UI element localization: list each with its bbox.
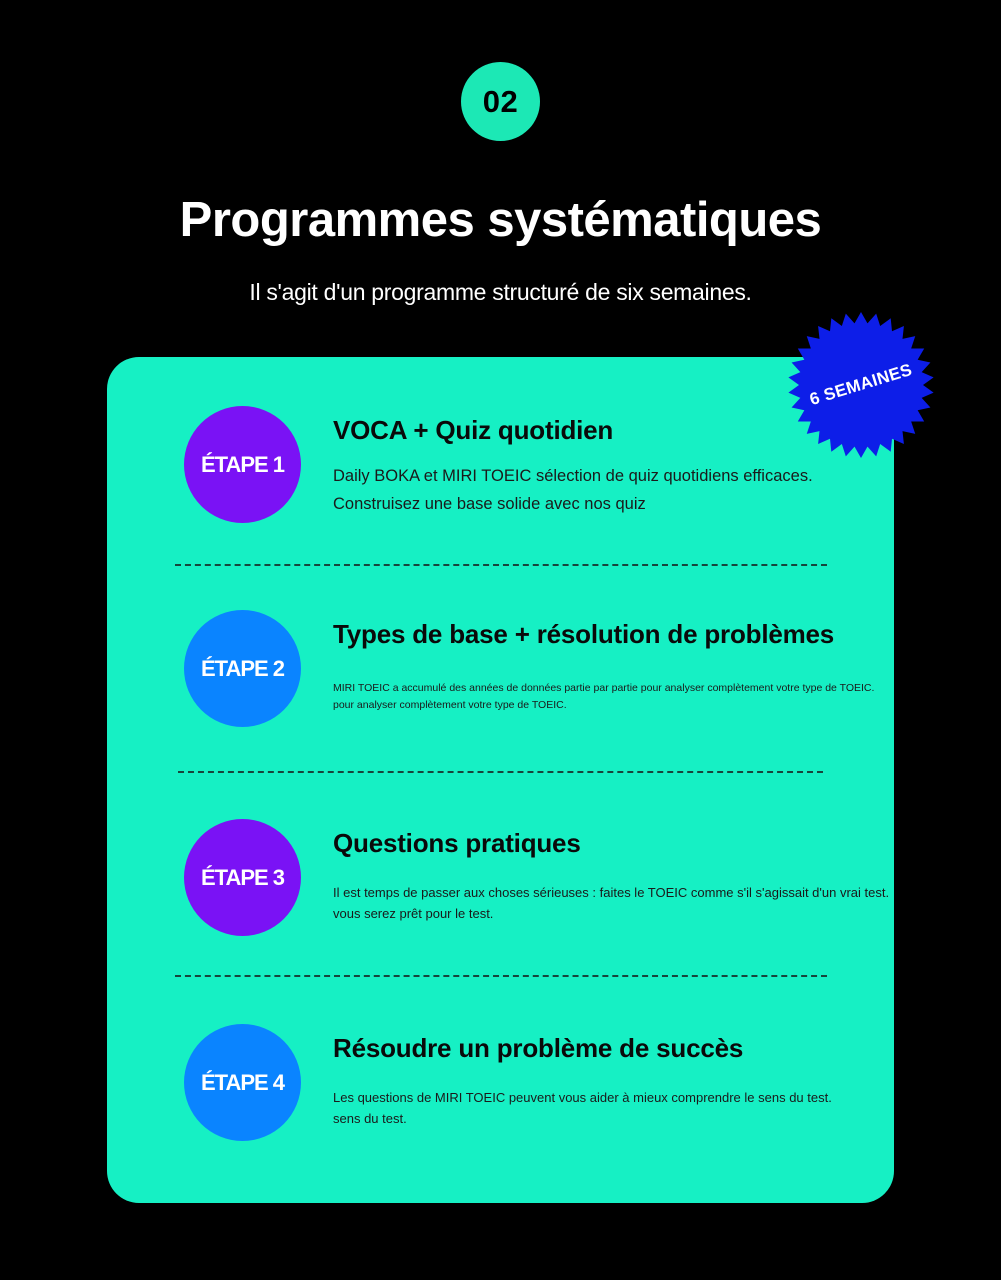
step-1-description-line: Daily BOKA et MIRI TOEIC sélection de quiz quotidiens efficaces.: [333, 467, 813, 485]
section-number-badge: [461, 62, 540, 141]
step-3-description-line: Il est temps de passer aux choses sérieuses : faites le TOEIC comme s'il s'agissait d'un vrai test.: [333, 885, 890, 900]
step-2-description-line: pour analyser complètement votre type de TOEIC.: [333, 699, 567, 711]
step-4-title: Résoudre un problème de succès: [333, 1033, 744, 1063]
step-divider: [175, 975, 827, 977]
step-divider: [178, 771, 823, 773]
program-card: [107, 357, 894, 1203]
step-4-label: ÉTAPE 4: [200, 1069, 285, 1095]
step-3-description-line: vous serez prêt pour le test.: [333, 906, 494, 921]
step-3-label: ÉTAPE 3: [200, 864, 285, 890]
step-3-circle: [184, 819, 301, 936]
duration-badge-label: 6 SEMAINES: [807, 359, 915, 410]
step-3-description: [333, 882, 893, 924]
step-4-description-line: sens du test.: [333, 1111, 407, 1126]
step-4-circle: [184, 1024, 301, 1141]
duration-badge: [787, 311, 935, 459]
step-1-description-line: Construisez une base solide avec nos quiz: [333, 495, 646, 513]
step-4-description: [333, 1087, 893, 1129]
step-4-description-line: Les questions de MIRI TOEIC peuvent vous aider à mieux comprendre le sens du test.: [333, 1090, 832, 1105]
step-2-title: Types de base + résolution de problèmes: [333, 619, 835, 649]
step-3-title: Questions pratiques: [333, 828, 581, 858]
step-1-title: VOCA + Quiz quotidien: [333, 415, 614, 445]
step-divider: [175, 564, 827, 566]
step-2-circle: [184, 610, 301, 727]
step-1-circle: [184, 406, 301, 523]
section-number: 02: [482, 83, 519, 119]
step-2-description-line: MIRI TOEIC a accumulé des années de données partie par partie pour analyser complètement votre type de TOEIC.: [333, 682, 875, 694]
page-subtitle: Il s'agit d'un programme structuré de six semaines.: [249, 279, 752, 305]
page-title: Programmes systématiques: [179, 193, 822, 247]
step-2-description: [333, 680, 893, 714]
step-1-label: ÉTAPE 1: [200, 451, 285, 477]
step-2-label: ÉTAPE 2: [200, 655, 285, 681]
